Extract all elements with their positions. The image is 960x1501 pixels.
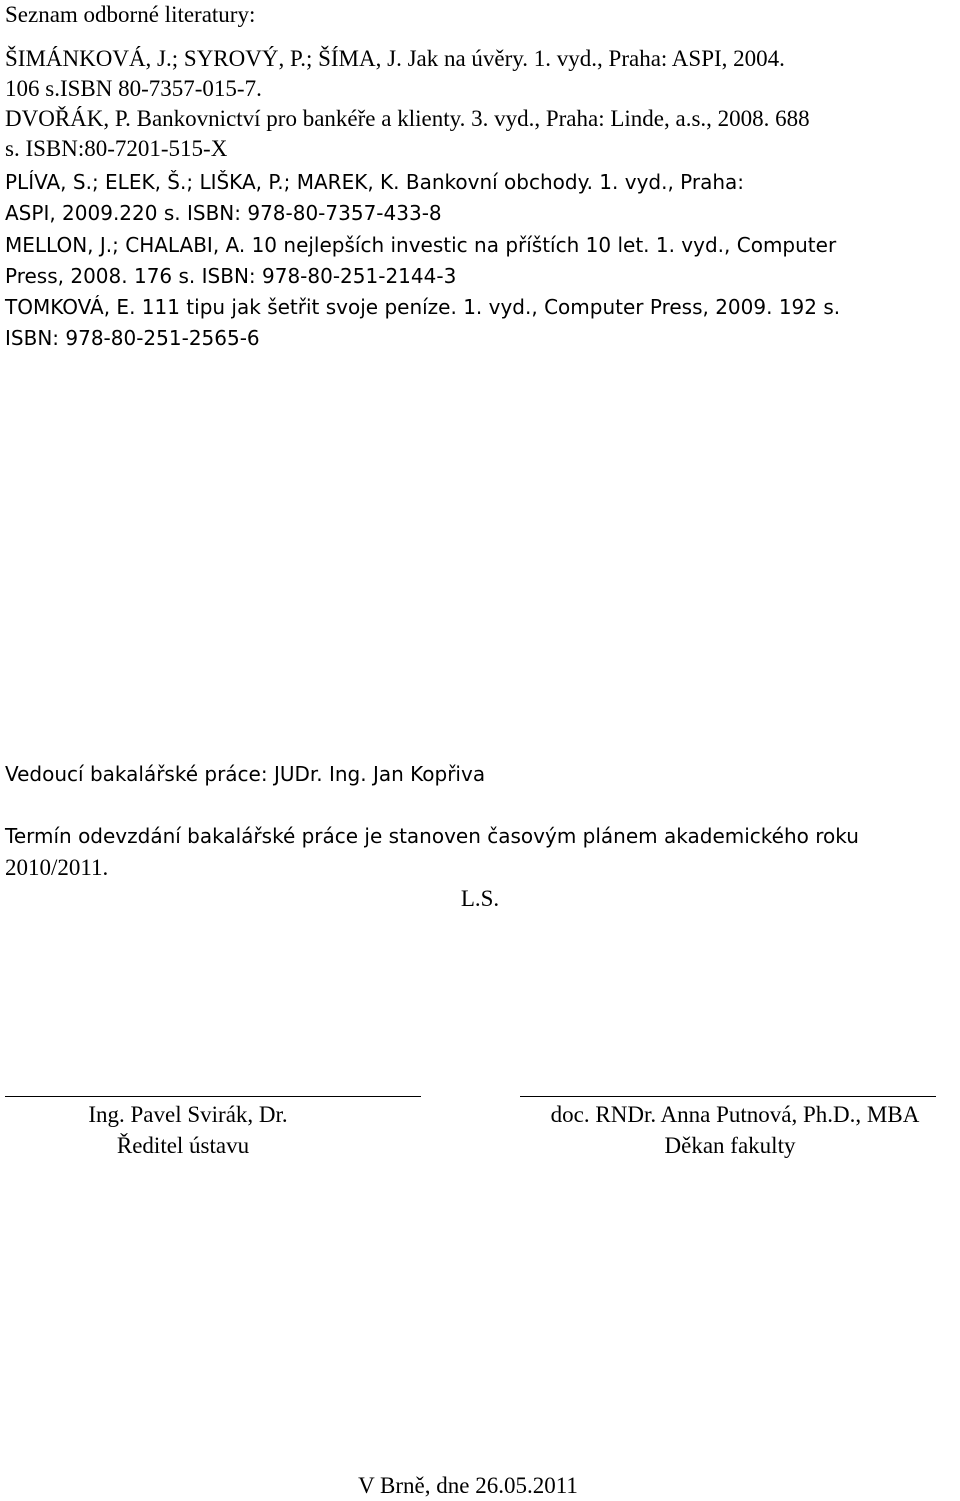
reference-4-line-1: MELLON, J.; CHALABI, A. 10 nejlepších investic na příštích 10 let. 1. vyd., Computer — [5, 233, 837, 257]
supervisor-line: Vedoucí bakalářské práce: JUDr. Ing. Jan Kopřiva — [5, 762, 486, 786]
reference-2-line-2: s. ISBN:80-7201-515-X — [5, 136, 228, 161]
seal-mark: L.S. — [460, 886, 500, 911]
reference-2-line-1: DVOŘÁK, P. Bankovnictví pro bankéře a klienty. 3. vyd., Praha: Linde, a.s., 2008. 688 — [5, 106, 810, 131]
deadline-line-2: 2010/2011. — [5, 855, 109, 880]
right-signatory-role: Děkan fakulty — [664, 1133, 796, 1158]
reference-4-line-2: Press, 2008. 176 s. ISBN: 978-80-251-2144-3 — [5, 264, 457, 288]
reference-1-line-2: 106 s.ISBN 80-7357-015-7. — [5, 76, 262, 101]
reference-3-line-1: PLÍVA, S.; ELEK, Š.; LIŠKA, P.; MAREK, K. Bankovní obchody. 1. vyd., Praha: — [5, 170, 745, 194]
left-signature-line — [5, 1096, 421, 1097]
place-date: V Brně, dne 26.05.2011 — [358, 1473, 578, 1498]
left-signatory-role: Ředitel ústavu — [116, 1133, 250, 1158]
right-signatory-name: doc. RNDr. Anna Putnová, Ph.D., MBA — [550, 1102, 920, 1127]
left-signatory-name: Ing. Pavel Svirák, Dr. — [88, 1102, 288, 1127]
deadline-line-1: Termín odevzdání bakalářské práce je stanoven časovým plánem akademického roku — [5, 824, 859, 848]
reference-5-line-2: ISBN: 978-80-251-2565-6 — [5, 326, 260, 350]
reference-5-line-1: TOMKOVÁ, E. 111 tipu jak šetřit svoje peníze. 1. vyd., Computer Press, 2009. 192 s. — [5, 295, 841, 319]
literature-heading: Seznam odborné literatury: — [5, 2, 256, 27]
reference-1-line-1: ŠIMÁNKOVÁ, J.; SYROVÝ, P.; ŠÍMA, J. Jak na úvěry. 1. vyd., Praha: ASPI, 2004. — [5, 46, 785, 71]
right-signature-line — [520, 1096, 936, 1097]
reference-3-line-2: ASPI, 2009.220 s. ISBN: 978-80-7357-433-8 — [5, 201, 442, 225]
